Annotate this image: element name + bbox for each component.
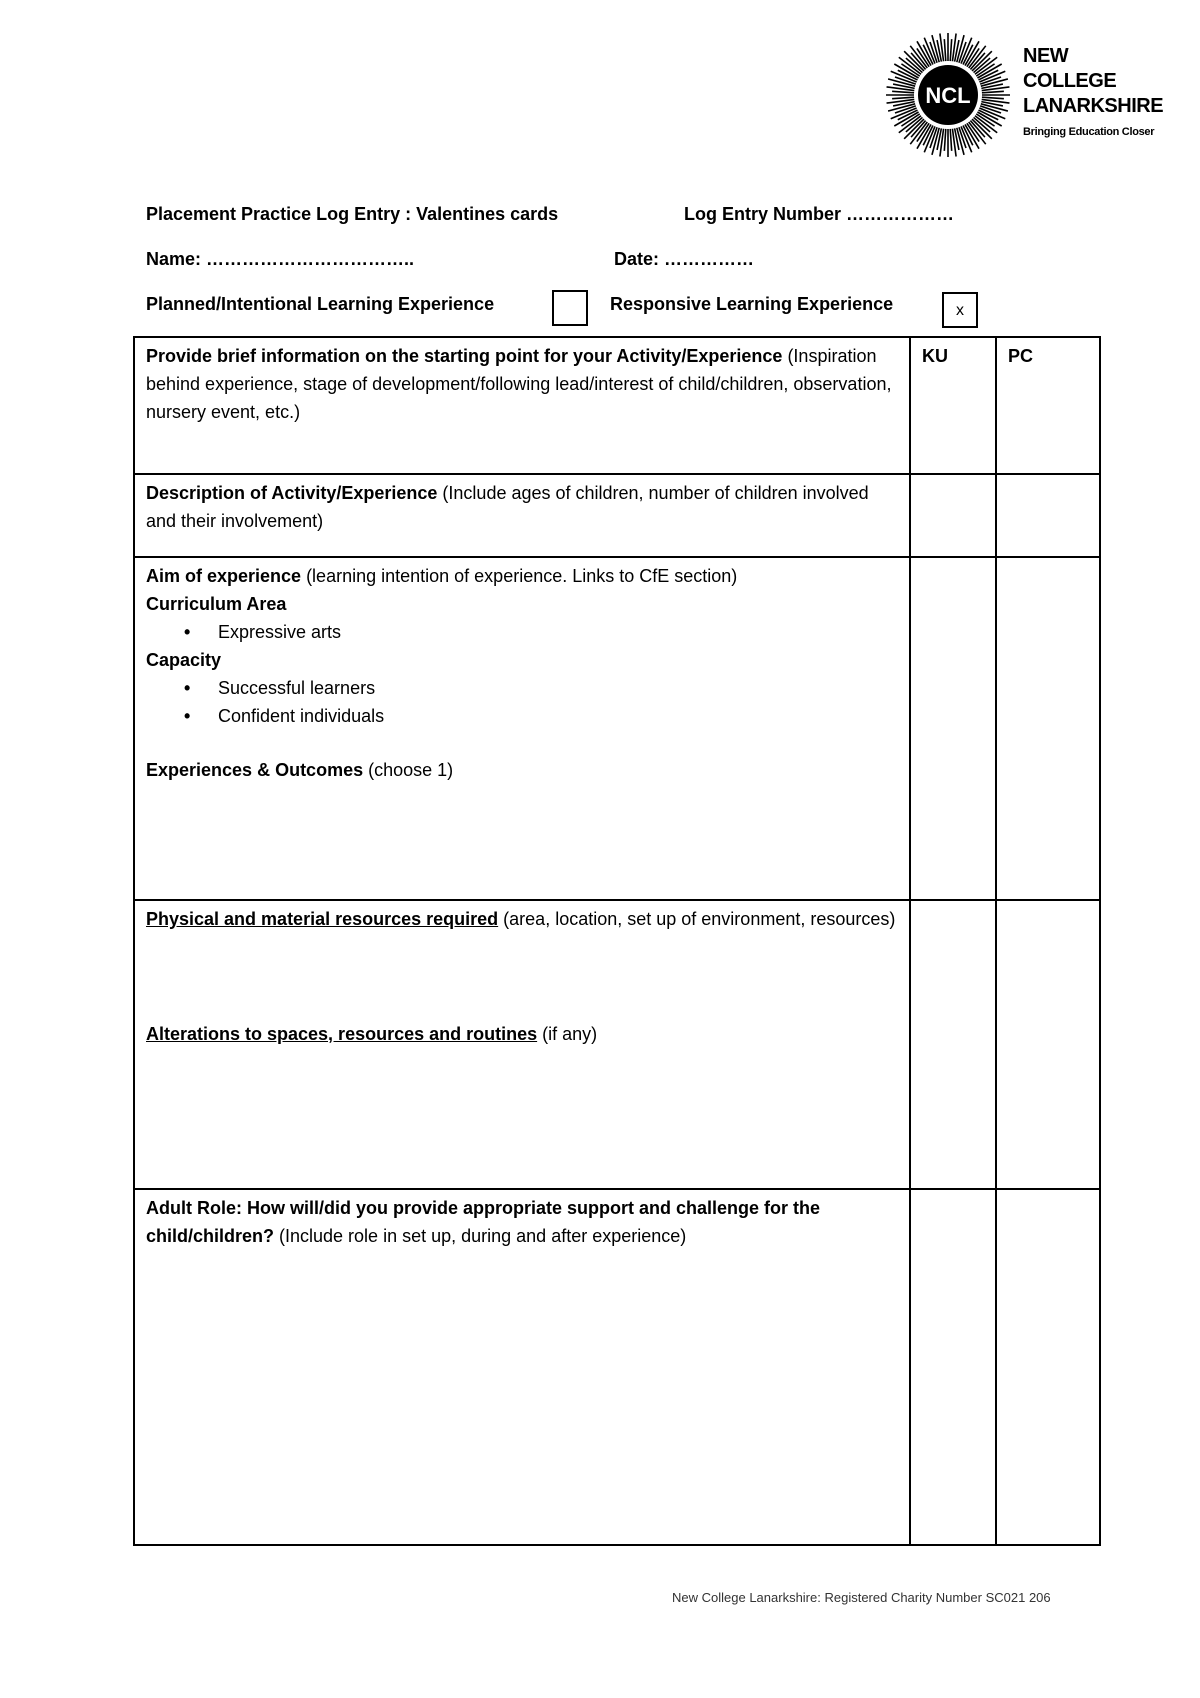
sunburst-ray <box>892 91 914 92</box>
resources-heading: Physical and material resources required <box>146 909 499 929</box>
outcomes-heading: Experiences & Outcomes <box>146 760 364 780</box>
ku-column-header: KU <box>910 337 996 474</box>
capacity-list <box>146 674 899 730</box>
logo-badge-text: NCL <box>925 83 971 108</box>
curriculum-area-heading: Curriculum Area <box>146 594 287 614</box>
ku-cell[interactable] <box>910 474 996 557</box>
responsive-experience-checkbox[interactable] <box>942 292 978 328</box>
aim-cell[interactable] <box>134 557 910 900</box>
description-detail: (Include ages of children, number of children involved and their involvement) <box>146 483 869 531</box>
sunburst-ray <box>982 91 1004 92</box>
planned-experience-checkbox[interactable] <box>552 290 588 326</box>
sunburst-ray <box>892 97 914 98</box>
list-item: • Expressive arts <box>218 618 899 646</box>
college-logo <box>883 30 1173 160</box>
ku-cell[interactable] <box>910 900 996 1189</box>
resources-detail: (area, location, set up of environment, resources) <box>498 909 896 929</box>
sunburst-ray <box>944 129 945 151</box>
sunburst-ray <box>982 97 1004 98</box>
capacity-heading: Capacity <box>146 650 222 670</box>
date-field: Date: …………… <box>614 249 755 269</box>
logo-line-3: LANARKSHIRE <box>1023 95 1164 117</box>
log-entry-table <box>133 336 1101 1546</box>
adult-role-detail: (Include role in set up, during and after experience) <box>274 1226 687 1246</box>
alterations-heading: Alterations to spaces, resources and routines <box>146 1024 538 1044</box>
list-item: • Confident individuals <box>218 702 899 730</box>
responsive-checkbox-mark: x <box>956 302 964 319</box>
footer-charity-text: New College Lanarkshire: Registered Charity Number SC021 206 <box>672 1590 1051 1605</box>
logo-line-1: NEW <box>1023 45 1069 67</box>
starting-point-detail: (Inspiration behind experience, stage of development/following lead/interest of child/children, observation, nursery event, etc.) <box>146 346 892 422</box>
starting-point-cell[interactable] <box>134 337 910 474</box>
resources-cell[interactable] <box>134 900 910 1189</box>
starting-point-heading: Provide brief information on the starting point for your Activity/Experience <box>146 346 783 366</box>
pc-cell[interactable] <box>996 900 1100 1189</box>
log-entry-number: Log Entry Number ……………… <box>684 204 955 224</box>
pc-column-header: PC <box>996 337 1100 474</box>
sunburst-ray <box>944 39 945 61</box>
adult-role-heading: Adult Role: How will/did you provide appropriate support and challenge for the child/children? <box>146 1198 821 1246</box>
adult-role-cell[interactable] <box>134 1189 910 1545</box>
name-field: Name: …………………………….. <box>146 249 415 269</box>
table-row <box>134 1189 1100 1545</box>
ku-cell[interactable] <box>910 1189 996 1545</box>
table-row <box>134 337 1100 474</box>
curriculum-list <box>146 618 899 646</box>
sunburst-ray <box>950 39 951 61</box>
pc-cell[interactable] <box>996 474 1100 557</box>
logo-wordmark <box>1023 44 1163 119</box>
table-row <box>134 474 1100 557</box>
log-title: Placement Practice Log Entry : Valentines cards <box>146 204 559 224</box>
responsive-experience-label: Responsive Learning Experience <box>610 294 894 314</box>
alterations-detail: (if any) <box>537 1024 598 1044</box>
table-row <box>134 900 1100 1189</box>
aim-heading: Aim of experience <box>146 566 302 586</box>
pc-cell[interactable] <box>996 557 1100 900</box>
description-cell[interactable] <box>134 474 910 557</box>
ncl-sunburst-icon <box>883 30 1013 160</box>
logo-tagline: Bringing Education Closer <box>1023 126 1155 138</box>
logo-line-2: COLLEGE <box>1023 70 1117 92</box>
aim-detail: (learning intention of experience. Links to CfE section) <box>301 566 738 586</box>
outcomes-detail: (choose 1) <box>363 760 454 780</box>
table-row <box>134 557 1100 900</box>
description-heading: Description of Activity/Experience <box>146 483 438 503</box>
ku-cell[interactable] <box>910 557 996 900</box>
sunburst-ray <box>950 129 951 151</box>
list-item: • Successful learners <box>218 674 899 702</box>
pc-cell[interactable] <box>996 1189 1100 1545</box>
planned-experience-label: Planned/Intentional Learning Experience <box>146 294 495 314</box>
